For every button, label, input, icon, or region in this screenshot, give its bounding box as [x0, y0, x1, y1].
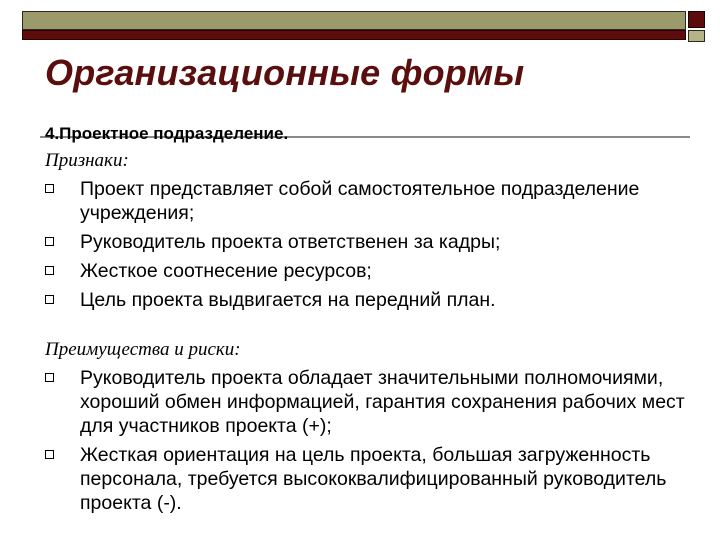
list-item: [45, 288, 695, 312]
section-label-features: Признаки:: [45, 150, 129, 171]
list-item: [45, 259, 695, 283]
square-bullet-icon: [45, 373, 54, 382]
list-item: [45, 177, 695, 225]
square-bullet-icon: [45, 237, 54, 246]
slide-title: Организационные формы: [45, 52, 525, 93]
slide-content: [45, 150, 695, 520]
square-bullet-icon: [45, 184, 54, 193]
list-item-text: Цель проекта выдвигается на передний план.: [80, 289, 496, 311]
square-bullet-icon: [45, 266, 54, 275]
square-bullet-icon: [45, 450, 54, 459]
list-item: [45, 443, 695, 515]
corner-square-bottom: [688, 30, 705, 42]
section-spacer: [45, 317, 695, 339]
list-item-text: Руководитель проекта обладает значительными полномочиями, хороший обмен информацией, гарантия сохранения рабочих мест для участников проекта (+);: [80, 367, 685, 437]
list-item: [45, 366, 695, 438]
list-item-text: Жесткое соотнесение ресурсов;: [80, 260, 372, 282]
slide-subtitle: 4.Проектное подразделение.: [45, 124, 289, 143]
square-bullet-icon: [45, 295, 54, 304]
list-item-text: Проект представляет собой самостоятельное подразделение учреждения;: [80, 178, 640, 224]
corner-square-top: [688, 11, 705, 28]
header-olive-band: [22, 11, 686, 30]
list-item: [45, 230, 695, 254]
list-item-text: Руководитель проекта ответственен за кадры;: [80, 231, 501, 253]
features-list: [45, 177, 695, 312]
section-label-advantages-risks: Преимущества и риски:: [45, 339, 241, 360]
advantages-risks-list: [45, 366, 695, 515]
list-item-text: Жесткая ориентация на цель проекта, большая загруженность персонала, требуется высококвалифицированный руководитель проекта (-).: [80, 444, 667, 514]
header-maroon-band: [22, 30, 686, 40]
